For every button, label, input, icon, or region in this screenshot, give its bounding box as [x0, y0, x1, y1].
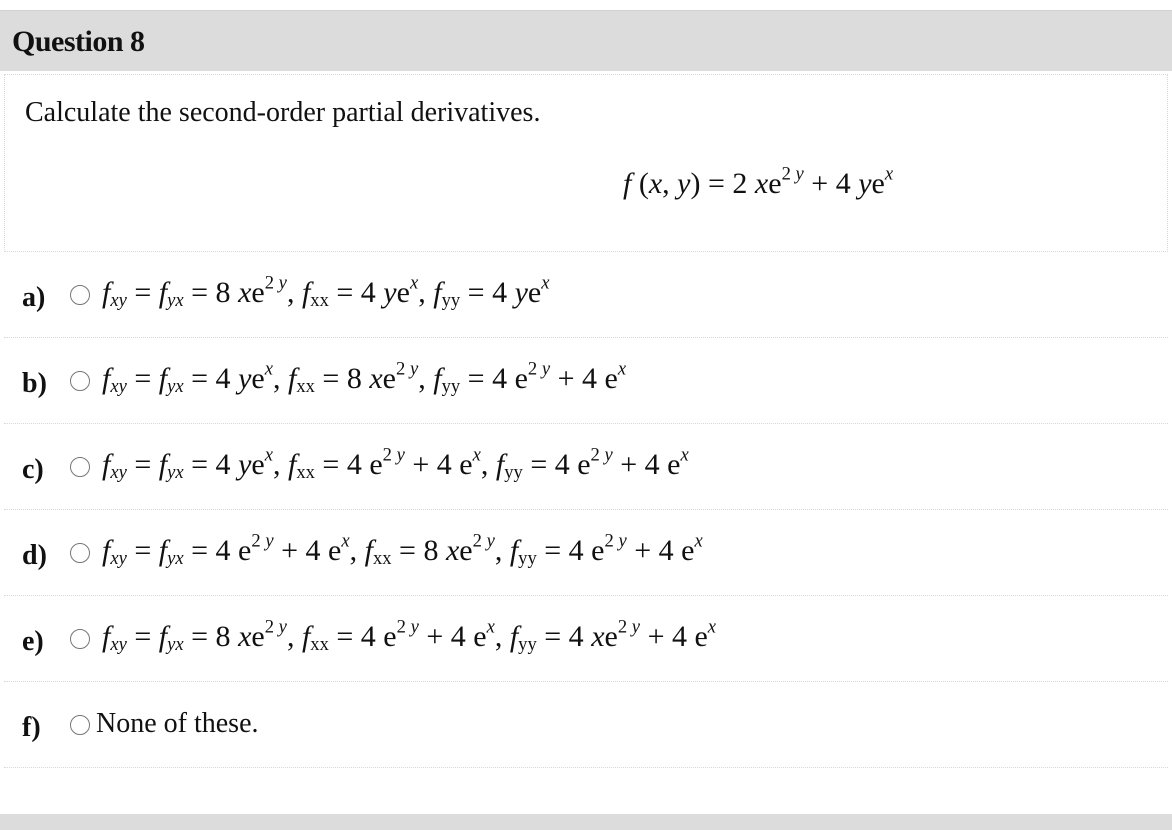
option-letter: d)	[22, 540, 47, 571]
option-b[interactable]	[4, 338, 1168, 424]
option-c[interactable]	[4, 424, 1168, 510]
option-letter: a)	[22, 282, 46, 313]
radio-button-f[interactable]	[70, 715, 90, 735]
top-strip	[0, 0, 1172, 10]
option-e[interactable]	[4, 596, 1168, 682]
radio-button-a[interactable]	[70, 285, 90, 305]
radio-button-c[interactable]	[70, 457, 90, 477]
option-formula: $f_{xy} = f_{yx} = 4$ $e^{2 y} + 4$ $e^x$, $f_{xx} = 8$ $xe^{2 y}$, $f_{yy} = 4$ $e^{2 y} + 4$ $e^x$	[102, 530, 703, 570]
option-formula: $f_{xy} = f_{yx} = 8$ $xe^{2 y}$, $f_{xx} = 4$ $ye^x$, $f_{yy} = 4$ $ye^x$	[102, 272, 550, 312]
option-letter: e)	[22, 626, 44, 657]
option-letter: b)	[22, 368, 47, 399]
option-letter: f)	[22, 712, 41, 743]
radio-button-d[interactable]	[70, 543, 90, 563]
option-f[interactable]	[4, 682, 1168, 768]
option-formula: $f_{xy} = f_{yx} = 4$ $ye^x$, $f_{xx} = 8$ $xe^{2 y}$, $f_{yy} = 4$ $e^{2 y} + 4$ $e^x$	[102, 358, 627, 398]
option-letter: c)	[22, 454, 44, 485]
question-title: Question 8	[12, 25, 145, 58]
bottom-bar	[0, 814, 1172, 830]
radio-button-e[interactable]	[70, 629, 90, 649]
option-formula: $f_{xy} = f_{yx} = 8$ $xe^{2 y}$, $f_{xx} = 4$ $e^{2 y} + 4$ $e^x$, $f_{yy} = 4$ $xe^{2 y} + 4$ $e^x$	[102, 616, 717, 656]
radio-button-b[interactable]	[70, 371, 90, 391]
option-text: None of these.	[96, 708, 259, 739]
answer-options	[4, 252, 1168, 768]
option-d[interactable]	[4, 510, 1168, 596]
question-prompt-box	[4, 74, 1168, 252]
function-formula: f (x, y) = 2 $xe^{2 y} + 4$ $ye^x$	[623, 163, 894, 200]
option-a[interactable]	[4, 252, 1168, 338]
question-header	[0, 10, 1172, 71]
question-prompt: Calculate the second-order partial derivatives.	[25, 97, 541, 128]
option-formula: $f_{xy} = f_{yx} = 4$ $ye^x$, $f_{xx} = 4$ $e^{2 y} + 4$ $e^x$, $f_{yy} = 4$ $e^{2 y} + 4$ $e^x$	[102, 444, 689, 484]
